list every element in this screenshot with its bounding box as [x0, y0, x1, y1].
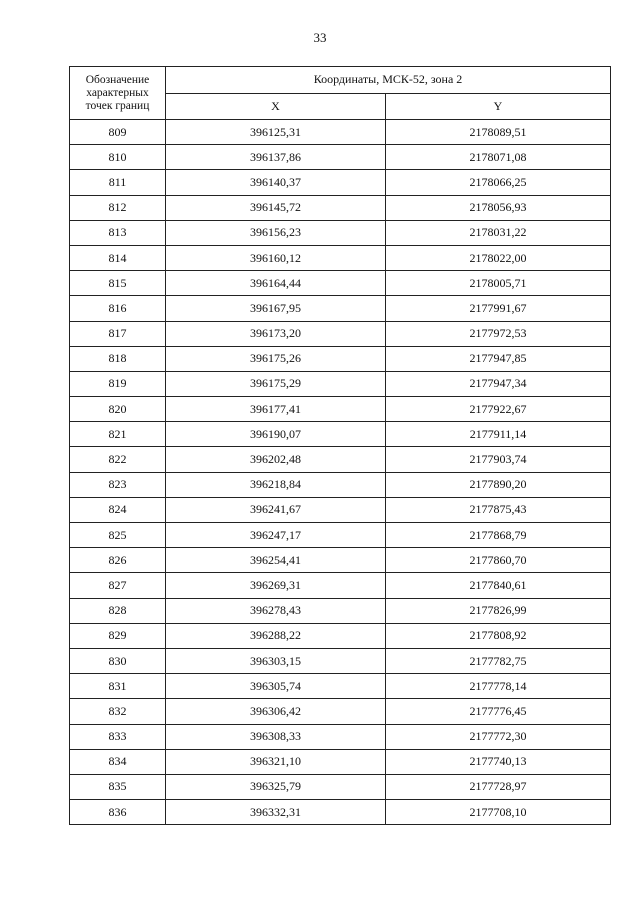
- point-cell: 819: [70, 371, 166, 396]
- x-coordinate-cell: 396254,41: [166, 548, 386, 573]
- y-coordinate-cell: 2178022,00: [386, 245, 611, 270]
- x-coordinate-cell: 396288,22: [166, 623, 386, 648]
- y-coordinate-cell: 2177991,67: [386, 296, 611, 321]
- y-coordinate-cell: 2177875,43: [386, 497, 611, 522]
- coordinates-table: [69, 66, 611, 825]
- y-coordinate-cell: 2177947,85: [386, 346, 611, 371]
- y-coordinate-cell: 2177740,13: [386, 749, 611, 774]
- point-cell: 821: [70, 422, 166, 447]
- x-coordinate-cell: 396164,44: [166, 271, 386, 296]
- x-coordinate-cell: 396137,86: [166, 145, 386, 170]
- y-coordinate-cell: 2177903,74: [386, 447, 611, 472]
- point-cell: 825: [70, 523, 166, 548]
- table-row: [70, 447, 611, 472]
- table-row: [70, 573, 611, 598]
- x-coordinate-cell: 396156,23: [166, 220, 386, 245]
- table-row: [70, 497, 611, 522]
- table-row: [70, 170, 611, 195]
- x-coordinate-cell: 396175,26: [166, 346, 386, 371]
- x-coordinate-cell: 396306,42: [166, 699, 386, 724]
- x-coordinate-cell: 396173,20: [166, 321, 386, 346]
- x-coordinate-cell: 396125,31: [166, 120, 386, 145]
- y-coordinate-cell: 2177890,20: [386, 472, 611, 497]
- table-row: [70, 472, 611, 497]
- y-coordinate-cell: 2177782,75: [386, 648, 611, 673]
- point-cell: 835: [70, 774, 166, 799]
- point-cell: 818: [70, 346, 166, 371]
- point-cell: 833: [70, 724, 166, 749]
- table-row: [70, 271, 611, 296]
- y-coordinate-cell: 2177808,92: [386, 623, 611, 648]
- x-coordinate-cell: 396321,10: [166, 749, 386, 774]
- table-row: [70, 623, 611, 648]
- x-coordinate-cell: 396175,29: [166, 371, 386, 396]
- point-cell: 824: [70, 497, 166, 522]
- point-cell: 836: [70, 800, 166, 825]
- point-cell: 817: [70, 321, 166, 346]
- y-coordinate-cell: 2177860,70: [386, 548, 611, 573]
- point-cell: 823: [70, 472, 166, 497]
- y-coordinate-cell: 2177972,53: [386, 321, 611, 346]
- point-header-line-3: точек границ: [85, 99, 150, 112]
- x-coordinate-cell: 396325,79: [166, 774, 386, 799]
- y-coordinate-cell: 2178066,25: [386, 170, 611, 195]
- point-cell: 826: [70, 548, 166, 573]
- y-coordinate-cell: 2178089,51: [386, 120, 611, 145]
- y-coordinate-cell: 2177776,45: [386, 699, 611, 724]
- x-coordinate-cell: 396308,33: [166, 724, 386, 749]
- x-coordinate-cell: 396303,15: [166, 648, 386, 673]
- point-cell: 809: [70, 120, 166, 145]
- point-cell: 827: [70, 573, 166, 598]
- point-cell: 813: [70, 220, 166, 245]
- table-row: [70, 346, 611, 371]
- table-row: [70, 774, 611, 799]
- table-row: [70, 371, 611, 396]
- table-row: [70, 699, 611, 724]
- x-coordinate-cell: 396241,67: [166, 497, 386, 522]
- y-coordinate-cell: 2178056,93: [386, 195, 611, 220]
- table-row: [70, 245, 611, 270]
- table-row: [70, 648, 611, 673]
- x-coordinate-cell: 396332,31: [166, 800, 386, 825]
- coordinates-header: Координаты, МСК-52, зона 2: [166, 67, 611, 94]
- x-coordinate-cell: 396177,41: [166, 397, 386, 422]
- table-row: [70, 220, 611, 245]
- x-coordinate-cell: 396247,17: [166, 523, 386, 548]
- point-cell: 814: [70, 245, 166, 270]
- point-header-line-1: Обозначение: [85, 73, 150, 86]
- table-row: [70, 523, 611, 548]
- point-cell: 822: [70, 447, 166, 472]
- table-row: [70, 724, 611, 749]
- y-coordinate-cell: 2177922,67: [386, 397, 611, 422]
- x-coordinate-cell: 396167,95: [166, 296, 386, 321]
- point-cell: 830: [70, 648, 166, 673]
- y-coordinate-cell: 2177728,97: [386, 774, 611, 799]
- x-coordinate-cell: 396190,07: [166, 422, 386, 447]
- y-coordinate-cell: 2177840,61: [386, 573, 611, 598]
- x-coordinate-cell: 396218,84: [166, 472, 386, 497]
- point-cell: 828: [70, 598, 166, 623]
- table-row: [70, 598, 611, 623]
- table-row: [70, 749, 611, 774]
- point-cell: 816: [70, 296, 166, 321]
- y-coordinate-cell: 2178071,08: [386, 145, 611, 170]
- y-column-header: Y: [386, 93, 611, 120]
- y-coordinate-cell: 2177947,34: [386, 371, 611, 396]
- point-cell: 815: [70, 271, 166, 296]
- x-coordinate-cell: 396160,12: [166, 245, 386, 270]
- table-row: [70, 674, 611, 699]
- point-cell: 829: [70, 623, 166, 648]
- y-coordinate-cell: 2177708,10: [386, 800, 611, 825]
- point-cell: 811: [70, 170, 166, 195]
- point-cell: 831: [70, 674, 166, 699]
- y-coordinate-cell: 2178005,71: [386, 271, 611, 296]
- x-coordinate-cell: 396202,48: [166, 447, 386, 472]
- point-cell: 834: [70, 749, 166, 774]
- y-coordinate-cell: 2177778,14: [386, 674, 611, 699]
- x-coordinate-cell: 396269,31: [166, 573, 386, 598]
- table-row: [70, 195, 611, 220]
- point-cell: 832: [70, 699, 166, 724]
- table-row: [70, 120, 611, 145]
- point-column-header: [70, 67, 166, 120]
- table-row: [70, 321, 611, 346]
- table-row: [70, 548, 611, 573]
- point-cell: 820: [70, 397, 166, 422]
- x-column-header: X: [166, 93, 386, 120]
- x-coordinate-cell: 396145,72: [166, 195, 386, 220]
- y-coordinate-cell: 2177772,30: [386, 724, 611, 749]
- page-number: 33: [313, 30, 327, 45]
- table-row: [70, 800, 611, 825]
- table-row: [70, 422, 611, 447]
- point-cell: 810: [70, 145, 166, 170]
- y-coordinate-cell: 2178031,22: [386, 220, 611, 245]
- y-coordinate-cell: 2177868,79: [386, 523, 611, 548]
- table-body: [70, 120, 611, 825]
- table-row: [70, 296, 611, 321]
- y-coordinate-cell: 2177826,99: [386, 598, 611, 623]
- table-header: [70, 67, 611, 120]
- y-coordinate-cell: 2177911,14: [386, 422, 611, 447]
- table-row: [70, 145, 611, 170]
- point-header-line-2: характерных: [86, 86, 149, 99]
- x-coordinate-cell: 396278,43: [166, 598, 386, 623]
- x-coordinate-cell: 396140,37: [166, 170, 386, 195]
- x-coordinate-cell: 396305,74: [166, 674, 386, 699]
- point-cell: 812: [70, 195, 166, 220]
- table-row: [70, 397, 611, 422]
